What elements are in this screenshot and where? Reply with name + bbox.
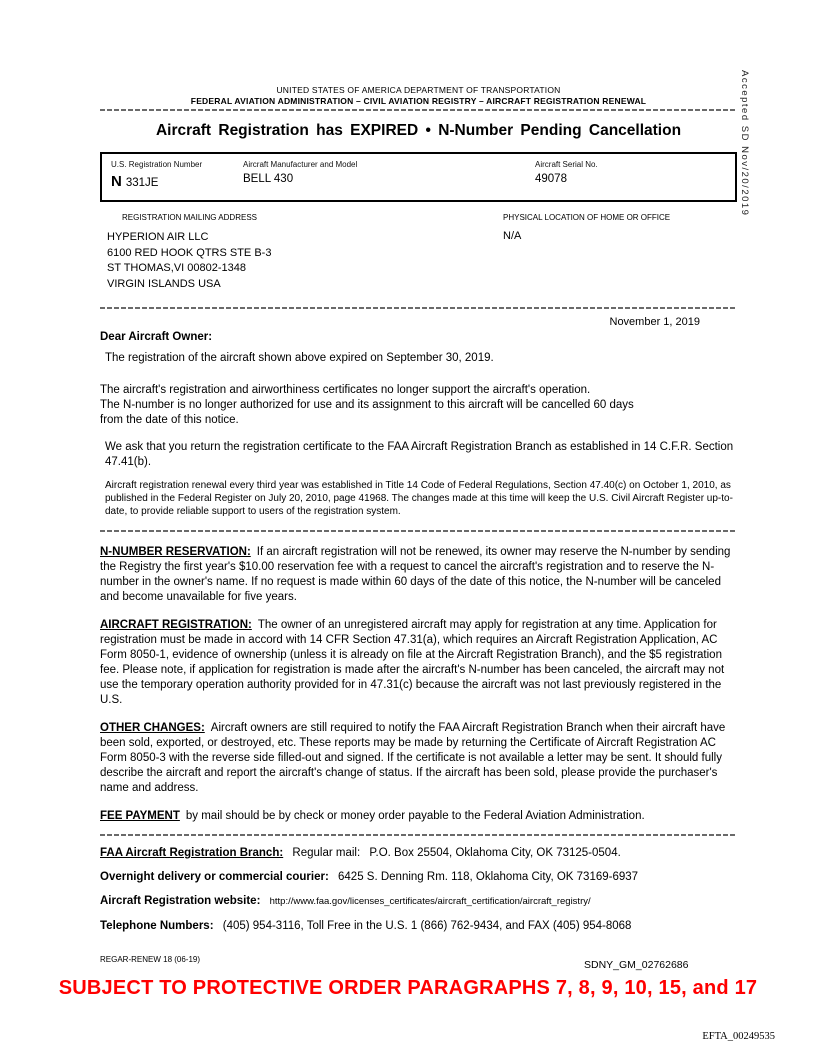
phone-label: Telephone Numbers:: [100, 920, 214, 932]
mailing-address-label: REGISTRATION MAILING ADDRESS: [122, 213, 257, 222]
protective-order-stamp: SUBJECT TO PROTECTIVE ORDER PARAGRAPHS 7, 8, 9, 10, 15, and 17: [58, 977, 758, 999]
serial-number-label: Aircraft Serial No.: [535, 160, 598, 169]
website-url: http://www.faa.gov/licenses_certificates/aircraft_certification/aircraft_registry/: [269, 896, 591, 907]
registration-number-value: [111, 173, 234, 190]
section-aircraft-registration: [100, 618, 737, 708]
mailing-address-block: [100, 230, 503, 292]
section-heading: AIRCRAFT REGISTRATION:: [100, 619, 252, 631]
contact-website: [100, 894, 737, 909]
section-body: If an aircraft registration will not be renewed, its owner may reserve the N-number by sending the Registry the first year's $10.00 reservation fee with a request to cancel the aircraft's registration and to reserve the N-number in the owner's name. If no request is made within 60 days of the date of this notice, the N-number will be canceled and become unavailable for five years.: [100, 546, 731, 603]
physical-location-label: PHYSICAL LOCATION OF HOME OR OFFICE: [503, 213, 671, 222]
section-body: Aircraft owners are still required to notify the FAA Aircraft Registration Branch when their aircraft have been sold, exported, or destroyed, etc. These reports may be made by returning the Certificate of Aircraft Registration AC Form 8050-3 with the reverse side filled-out and signed. If the certificate is not available a letter may be sent. It should fully describe the aircraft and report the aircraft's change of status. If the aircraft has been sold, please provide the purchaser's name and address.: [100, 722, 726, 794]
overnight-address: 6425 S. Denning Rm. 118, Oklahoma City, OK 73169-6937: [338, 871, 639, 883]
mailing-address-line: VIRGIN ISLANDS USA: [107, 277, 221, 290]
phone-numbers: (405) 954-3116, Toll Free in the U.S. 1 (866) 762-9434, and FAX (405) 954-8068: [222, 920, 632, 932]
serial-number-cell: [526, 160, 735, 190]
physical-location-value: N/A: [503, 230, 522, 242]
address-values-row: [100, 230, 737, 292]
mailing-address-line: HYPERION AIR LLC: [107, 231, 209, 243]
make-model-cell: [234, 160, 526, 190]
bates-stamp-efta: EFTA_00249535: [702, 1031, 775, 1042]
registration-number-label: U.S. Registration Number: [111, 160, 203, 169]
divider-sections: [100, 530, 737, 532]
agency-header-line1: UNITED STATES OF AMERICA DEPARTMENT OF TRANSPORTATION: [276, 85, 561, 95]
paragraph-renewal-regulation: Aircraft registration renewal every third year was established in Title 14 Code of Federal Regulations, Section 47.40(c) on October 1, 2010, as published in the Federal Register on July 20, 2010, page 41968. The changes made at this time will keep the U.S. Civil Aircraft Register up-to-date, to provide reliable support to users of the registration system.: [105, 480, 733, 517]
paragraph-return-certificate: We ask that you return the registration certificate to the FAA Aircraft Registration Branch as established in 14 C.F.R. Section 47.41(b).: [105, 441, 734, 468]
section-other-changes: [100, 721, 737, 796]
paragraph-cancellation-line: from the date of this notice.: [100, 414, 239, 426]
section-body: by mail should be by check or money order payable to the Federal Aviation Administration.: [185, 810, 645, 822]
letter-date: November 1, 2019: [609, 316, 700, 328]
regular-mail-address: P.O. Box 25504, Oklahoma City, OK 73125-0504.: [369, 847, 621, 859]
serial-number-value: 49078: [535, 173, 567, 185]
agency-header-line2: FEDERAL AVIATION ADMINISTRATION – CIVIL AVIATION REGISTRY – AIRCRAFT REGISTRATION RENEWAL: [190, 96, 647, 106]
section-fee-payment: [100, 809, 737, 824]
section-n-number-reservation: [100, 545, 737, 605]
paragraph-cancellation-line: The aircraft's registration and airworthiness certificates no longer support the aircraft's operation.: [100, 384, 591, 396]
salutation: Dear Aircraft Owner:: [100, 331, 213, 343]
mailing-address-line: ST THOMAS,VI 00802-1348: [107, 262, 246, 274]
contact-regular-mail: [100, 846, 737, 860]
regular-mail-label: Regular mail:: [292, 847, 361, 859]
address-labels-row: [100, 213, 737, 222]
paragraph-cancellation: [100, 383, 737, 428]
accepted-date-stamp: Accepted SD Nov/20/2019: [739, 70, 750, 217]
overnight-label: Overnight delivery or commercial courier:: [100, 871, 329, 883]
divider-address: [100, 307, 737, 309]
registration-number-cell: [102, 160, 234, 190]
make-model-value: BELL 430: [243, 173, 294, 185]
n-prefix: N: [111, 173, 122, 190]
branch-label: FAA Aircraft Registration Branch:: [100, 847, 284, 859]
contact-phones: [100, 919, 737, 933]
registration-info-box: [100, 152, 737, 202]
section-heading: OTHER CHANGES:: [100, 722, 205, 734]
n-number: 331JE: [125, 177, 159, 189]
contact-overnight: [100, 870, 737, 884]
website-label: Aircraft Registration website:: [100, 895, 261, 907]
letter-content: [100, 85, 737, 964]
section-body: The owner of an unregistered aircraft may apply for registration at any time. Application for registration must be made in accord with 14 CFR Section 47.31(a), which requires an Aircraft Registration Application, AC Form 8050-1, evidence of ownership (unless it is already on file at the Aircraft Registration Branch), and the $5 registration fee. Please note, if application for registration is made after the aircraft's N-number has been canceled, the aircraft may not use the temporary operation authority provided for in 47.31(c) because the aircraft was not last previously registered in the U.S.: [100, 619, 725, 706]
mailing-address-line: 6100 RED HOOK QTRS STE B-3: [107, 246, 272, 259]
form-number: REGAR-RENEW 18 (06-19): [100, 955, 201, 964]
divider-contact: [100, 834, 737, 836]
paragraph-cancellation-line: The N-number is no longer authorized for use and its assignment to this aircraft will be cancelled 60 days: [100, 399, 634, 411]
page-title: Aircraft Registration has EXPIRED • N-Number Pending Cancellation: [155, 122, 682, 139]
make-model-label: Aircraft Manufacturer and Model: [243, 160, 358, 169]
paragraph-expired: The registration of the aircraft shown above expired on September 30, 2019.: [105, 352, 494, 364]
divider-top: [100, 109, 737, 111]
section-heading: N-NUMBER RESERVATION:: [100, 546, 251, 558]
section-heading: FEE PAYMENT: [100, 810, 180, 822]
bates-stamp-sdny: SDNY_GM_02762686: [584, 959, 689, 971]
